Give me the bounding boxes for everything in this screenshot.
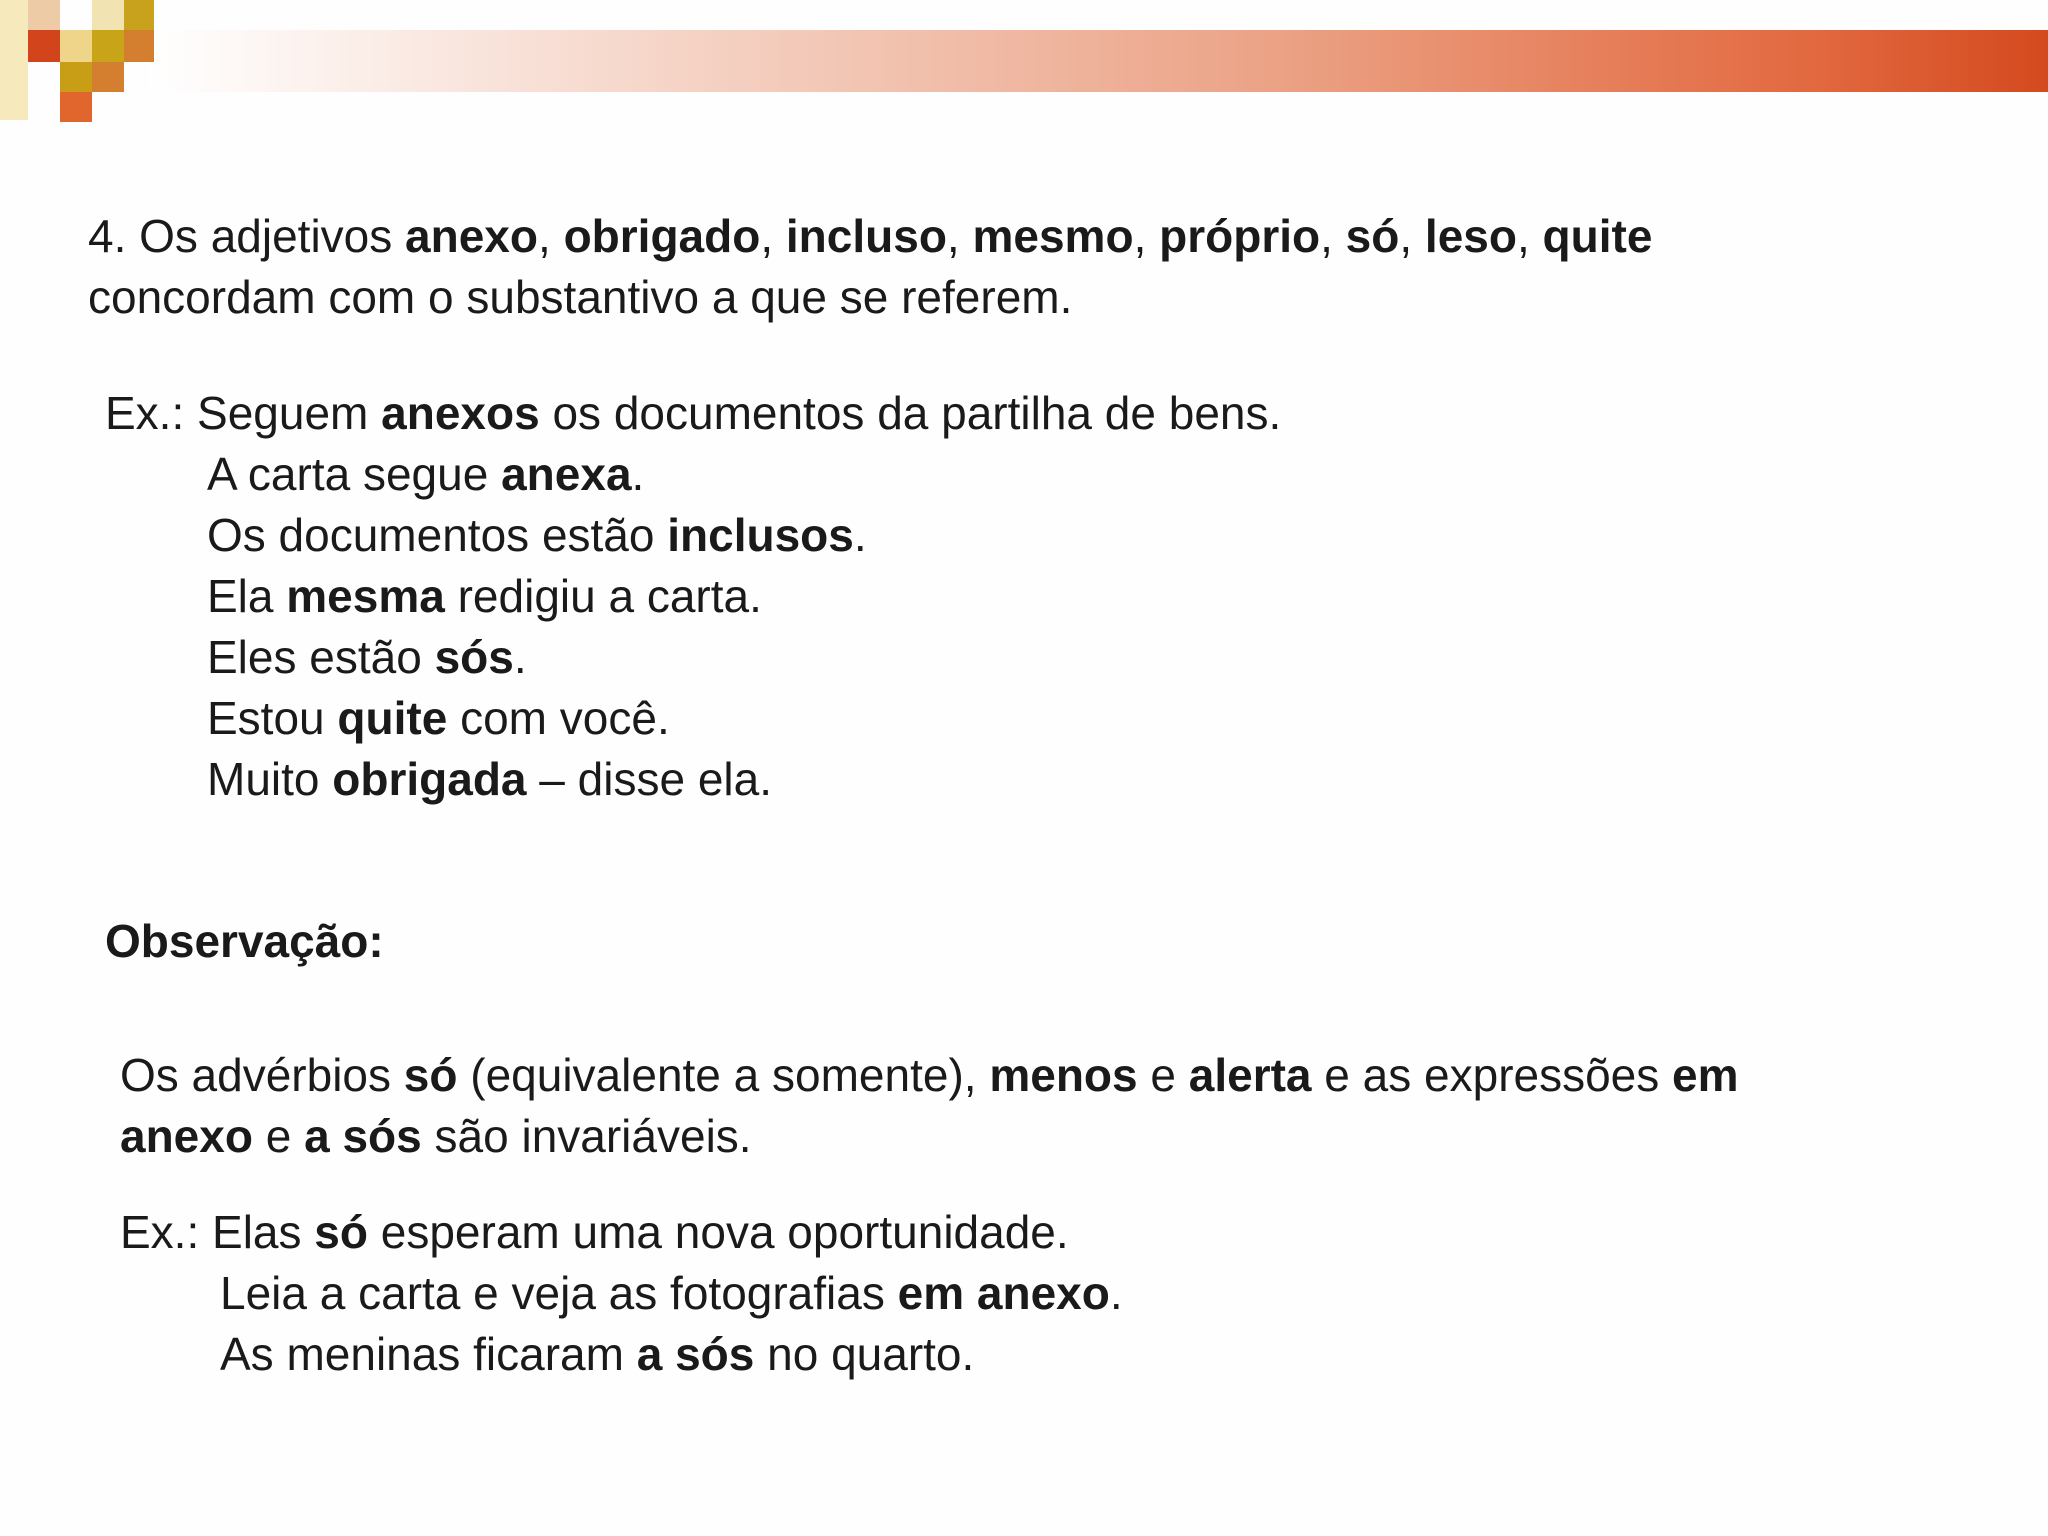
header-gradient-bar: [150, 30, 2048, 92]
example-line: [105, 444, 1281, 505]
example-text: Muito: [207, 753, 333, 805]
bold-term: em: [1672, 1049, 1739, 1101]
example-text: .: [1109, 1267, 1123, 1319]
example-text: Ex.: Seguem: [105, 387, 382, 439]
examples-block-2: [120, 1202, 1123, 1385]
example-line: [105, 383, 1281, 444]
bold-term: leso: [1424, 210, 1517, 262]
bold-term: anexa: [501, 448, 632, 500]
example-text: redigiu a carta.: [444, 570, 762, 622]
example-line: [105, 627, 1281, 688]
deco-square: [92, 62, 124, 92]
bold-term: alerta: [1188, 1049, 1312, 1101]
observation-heading: [105, 911, 384, 972]
example-text: – disse ela.: [526, 753, 772, 805]
observation-line-1: [120, 1045, 1739, 1106]
example-line: [105, 566, 1281, 627]
observation-text: (equivalente a somente),: [457, 1049, 990, 1101]
observation-heading-text: Observação:: [105, 915, 384, 967]
bold-term: anexo: [405, 210, 538, 262]
bold-term: a sós: [304, 1110, 422, 1162]
deco-square: [60, 92, 92, 122]
bold-term: próprio: [1159, 210, 1321, 262]
separator: ,: [538, 210, 564, 262]
deco-square: [28, 0, 60, 30]
example-text: Leia a carta e veja as fotografias: [220, 1267, 898, 1319]
bold-term: em anexo: [897, 1267, 1110, 1319]
examples-block-1: [105, 383, 1281, 810]
observation-text: Os advérbios: [120, 1049, 404, 1101]
bold-term: só: [314, 1206, 368, 1258]
observation-text: e as expressões: [1311, 1049, 1673, 1101]
rule-text: 4. Os adjetivos: [88, 210, 406, 262]
observation-text: são invariáveis.: [421, 1110, 752, 1162]
rule-paragraph: [88, 206, 1652, 328]
deco-square: [124, 0, 154, 30]
separator: ,: [946, 210, 973, 262]
bold-term: mesma: [286, 570, 445, 622]
bold-term: sós: [434, 631, 514, 683]
bold-term: a sós: [636, 1328, 755, 1380]
example-text: com você.: [447, 692, 670, 744]
deco-square: [92, 0, 124, 30]
bold-term: mesmo: [972, 210, 1134, 262]
example-line: [105, 505, 1281, 566]
deco-square: [60, 30, 92, 62]
separator: ,: [1516, 210, 1543, 262]
deco-square: [28, 30, 60, 62]
bold-term: obrigada: [332, 753, 527, 805]
example-text: Ex.: Elas: [120, 1206, 315, 1258]
example-text: As meninas ficaram: [220, 1328, 637, 1380]
observation-text: e: [1137, 1049, 1189, 1101]
rule-line-2: concordam com o substantivo a que se referem.: [88, 271, 1073, 323]
example-line: [105, 749, 1281, 810]
example-line: [120, 1263, 1123, 1324]
bold-term: só: [403, 1049, 458, 1101]
bold-term: incluso: [785, 210, 947, 262]
example-text: Ela: [207, 570, 287, 622]
example-text: no quarto.: [754, 1328, 975, 1380]
separator: ,: [1133, 210, 1160, 262]
example-line: [120, 1324, 1123, 1385]
bold-term: anexo: [120, 1110, 253, 1162]
bold-term: só: [1345, 210, 1400, 262]
deco-square: [92, 30, 124, 62]
bold-term: quite: [1542, 210, 1653, 262]
observation-line-2: [120, 1106, 1739, 1167]
bold-term: obrigado: [563, 210, 761, 262]
example-text: .: [513, 631, 527, 683]
separator: ,: [760, 210, 786, 262]
deco-square: [0, 0, 28, 120]
example-text: Estou: [207, 692, 338, 744]
bold-term: menos: [989, 1049, 1138, 1101]
example-text: .: [631, 448, 645, 500]
bold-term: inclusos: [667, 509, 854, 561]
example-line: [105, 688, 1281, 749]
example-text: esperam uma nova oportunidade.: [367, 1206, 1069, 1258]
bold-term: anexos: [381, 387, 540, 439]
bold-term: quite: [337, 692, 448, 744]
deco-square: [124, 30, 154, 62]
rule-line-1: [88, 206, 1652, 267]
separator: ,: [1399, 210, 1425, 262]
example-text: Eles estão: [207, 631, 435, 683]
separator: ,: [1320, 210, 1346, 262]
example-text: os documentos da partilha de bens.: [539, 387, 1282, 439]
example-text: Os documentos estão: [207, 509, 668, 561]
example-line: [120, 1202, 1123, 1263]
example-text: .: [853, 509, 867, 561]
observation-text: e: [252, 1110, 305, 1162]
example-text: A carta segue: [207, 448, 502, 500]
observation-paragraph: [120, 1045, 1739, 1167]
